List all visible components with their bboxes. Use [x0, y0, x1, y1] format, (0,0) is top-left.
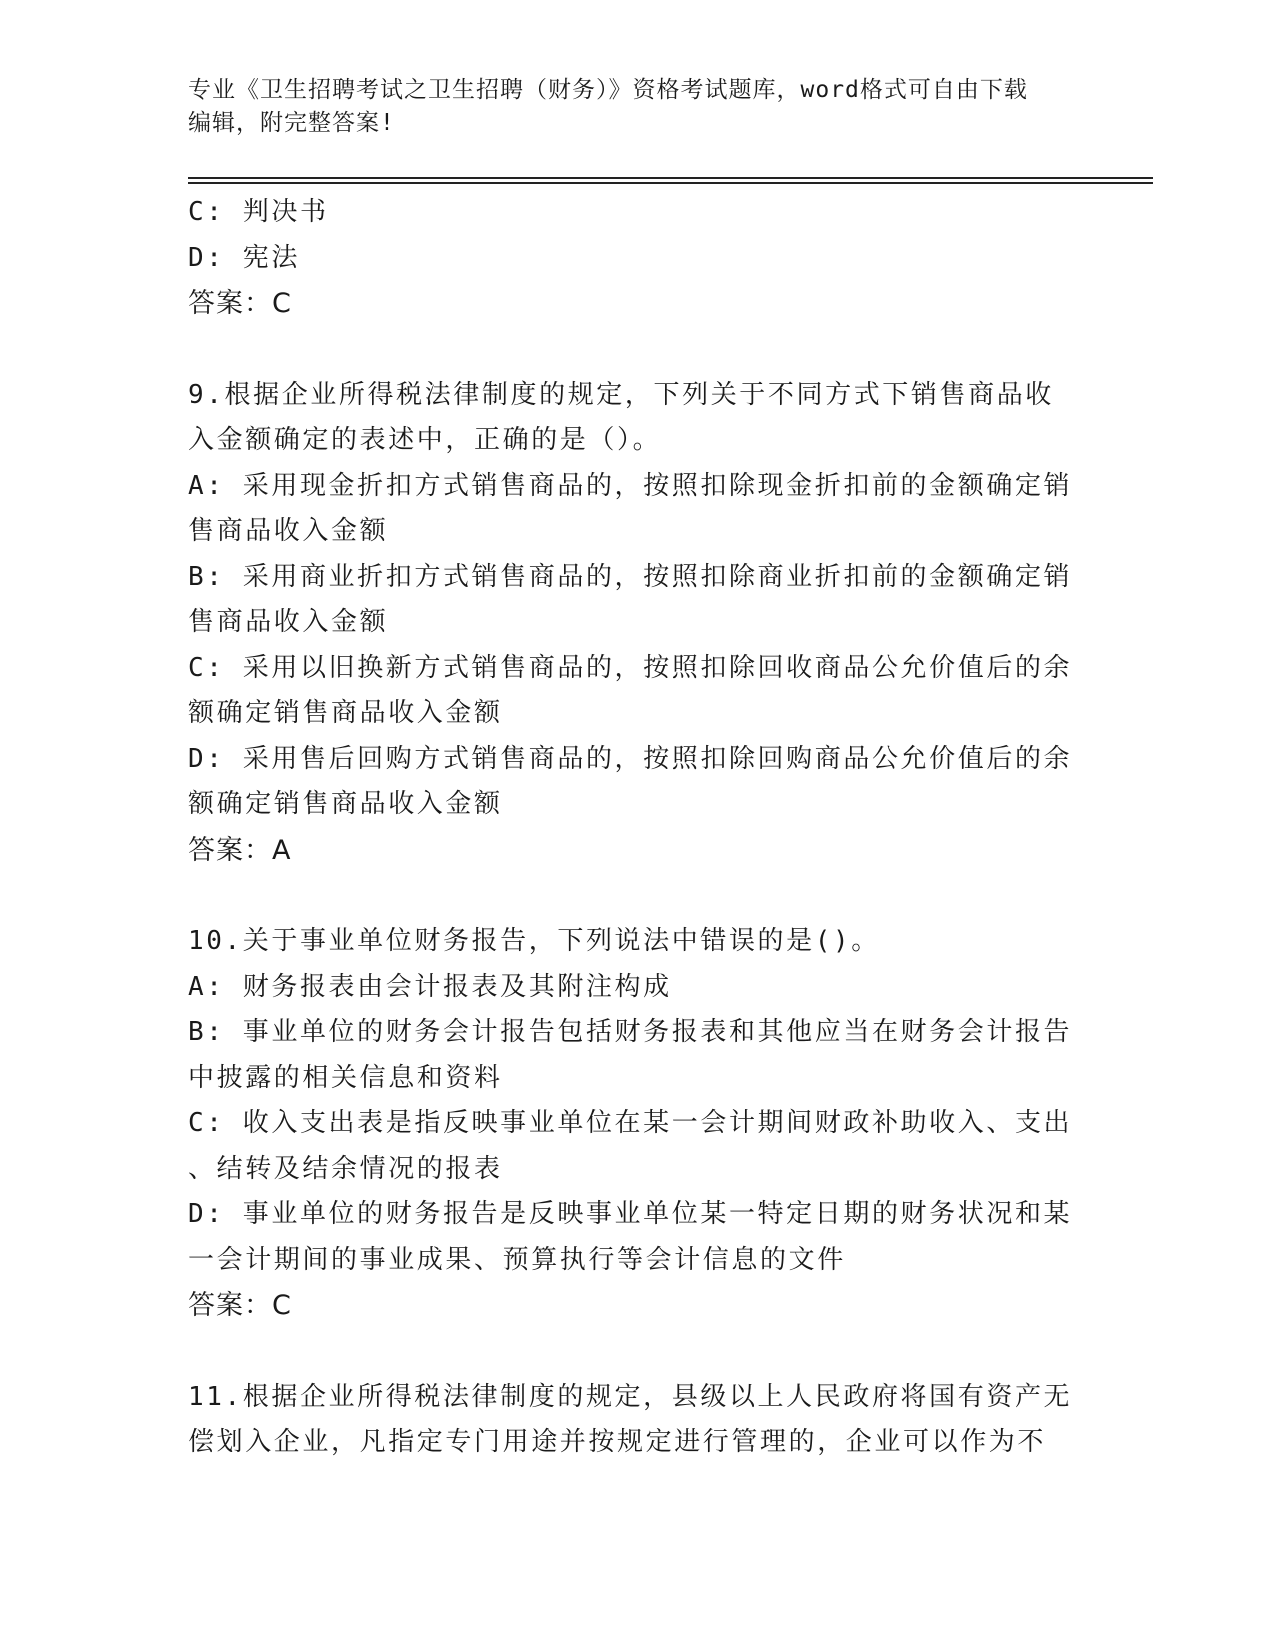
option-b-cont: 中披露的相关信息和资料 — [188, 1062, 503, 1093]
header-line-2: 编辑，附完整答案! — [188, 110, 395, 136]
question-stem-cont: 入金额确定的表述中，正确的是（）。 — [188, 425, 662, 455]
question-stem: 9.根据企业所得税法律制度的规定，下列关于不同方式下销售商品收 — [188, 379, 1054, 410]
question-stem: 10.关于事业单位财务报告，下列说法中错误的是()。 — [188, 926, 880, 956]
spacer — [188, 873, 1088, 919]
option-b: B: 事业单位的财务会计报告包括财务报表和其他应当在财务会计报告 — [188, 1017, 1073, 1047]
answer-line: 答案：A — [188, 834, 292, 866]
option-d: D: 宪法 — [188, 242, 300, 273]
document-header — [188, 74, 1068, 140]
question-9 — [188, 373, 1088, 874]
spacer — [188, 1329, 1088, 1375]
document-body — [188, 190, 1088, 1466]
option-c: C: 采用以旧换新方式销售商品的，按照扣除回收商品公允价值后的余 — [188, 652, 1073, 683]
question-stem-cont: 偿划入企业，凡指定专门用途并按规定进行管理的，企业可以作为不 — [188, 1427, 1047, 1457]
spacer — [188, 327, 1088, 373]
answer-line: 答案：C — [188, 1290, 292, 1321]
option-a-cont: 售商品收入金额 — [188, 516, 389, 546]
option-d: D: 采用售后回购方式销售商品的，按照扣除回购商品公允价值后的余 — [188, 743, 1073, 774]
question-11 — [188, 1375, 1088, 1466]
answer-line: 答案：C — [188, 288, 292, 319]
option-a: A: 采用现金折扣方式销售商品的，按照扣除现金折扣前的金额确定销 — [188, 470, 1073, 501]
question-10 — [188, 919, 1088, 1329]
option-d-cont: 一会计期间的事业成果、预算执行等会计信息的文件 — [188, 1244, 846, 1275]
option-b: B: 采用商业折扣方式销售商品的，按照扣除商业折扣前的金额确定销 — [188, 561, 1073, 592]
option-c: C: 判决书 — [188, 197, 329, 227]
option-c: C: 收入支出表是指反映事业单位在某一会计期间财政补助收入、支出 — [188, 1108, 1073, 1138]
header-rule-top — [188, 177, 1153, 179]
option-d: D: 事业单位的财务报告是反映事业单位某一特定日期的财务状况和某 — [188, 1199, 1073, 1229]
option-b-cont: 售商品收入金额 — [188, 607, 389, 637]
option-a: A: 财务报表由会计报表及其附注构成 — [188, 971, 672, 1002]
option-c-cont: 、结转及结余情况的报表 — [188, 1153, 503, 1184]
option-d-cont: 额确定销售商品收入金额 — [188, 789, 503, 819]
question-stem: 11.根据企业所得税法律制度的规定，县级以上人民政府将国有资产无 — [188, 1381, 1073, 1412]
header-line-1: 专业《卫生招聘考试之卫生招聘（财务）》资格考试题库，word格式可自由下载 — [188, 77, 1028, 103]
option-c-cont: 额确定销售商品收入金额 — [188, 698, 503, 728]
question-8-tail — [188, 190, 1088, 327]
header-rule-bottom — [188, 182, 1153, 184]
